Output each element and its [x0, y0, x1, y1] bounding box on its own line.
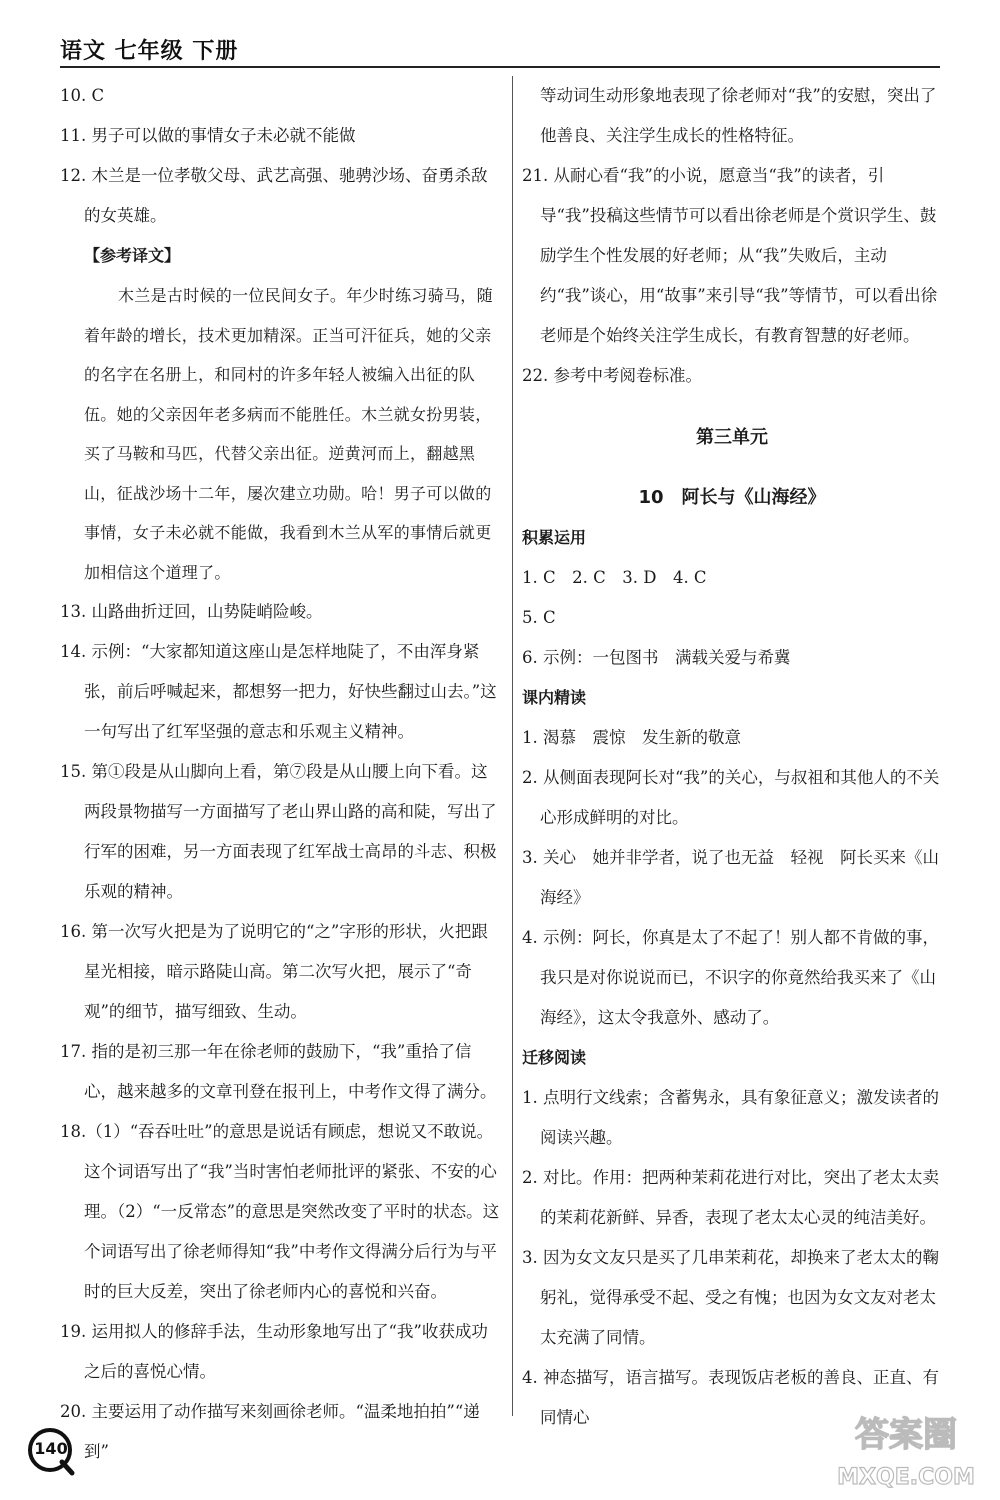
section-heading-transfer-reading: 迁移阅读 — [522, 1048, 587, 1067]
unit-title: 第三单元 — [696, 427, 768, 448]
header-rule — [60, 66, 940, 68]
answer-item: 5. C — [522, 608, 556, 627]
answer-item: 11. 男子可以做的事情女子未必就不能做 — [60, 126, 356, 145]
answer-item: 21. 从耐心看“我”的小说，愿意当“我”的读者，引导“我”投稿这些情节可以看出徐老师是个赏识学生、鼓励学生个性发展的好老师；从“我”失败后，主动约“我”谈心，用“故事”来引导“我”等情节，可以看出徐老师是个始终关注学生成长，有教育智慧的好老师。 — [522, 166, 938, 345]
book-title: 语文 七年级 下册 — [60, 39, 239, 64]
watermark-logo-icon — [818, 1406, 994, 1496]
answer-item: 16. 第一次写火把是为了说明它的“之”字形的形状，火把跟星光相接，暗示路陡山高。第二次写火把，展示了“奇观”的细节，描写细致、生动。 — [60, 922, 488, 1021]
answer-item: 15. 第①段是从山脚向上看，第⑦段是从山腰上向下看。这两段景物描写一方面描写了老山界山路的高和陡，写出了行军的困难，另一方面表现了红军战士高昂的斗志、积极乐观的精神。 — [60, 762, 497, 901]
answer-item: 12. 木兰是一位孝敬父母、武艺高强、驰骋沙场、奋勇杀敌的女英雄。 — [60, 166, 488, 225]
answer-item: 1. C 2. C 3. D 4. C — [522, 568, 707, 587]
answer-item: 1. 渴慕 震惊 发生新的敬意 — [522, 728, 741, 747]
answer-item: 20. 主要运用了动作描写来刻画徐老师。“温柔地拍拍”“递到” — [60, 1402, 480, 1461]
reference-translation-heading: 【参考译文】 — [84, 246, 181, 265]
column-divider — [512, 76, 513, 1416]
answer-item: 4. 示例：阿长，你真是太了不起了！别人都不肯做的事，我只是对你说说而已，不识字的你竟然给我买来了《山海经》，这太令我意外、感动了。 — [522, 928, 939, 1027]
answer-item: 18.（1）“吞吞吐吐”的意思是说话有顾虑，想说又不敢说。这个词语写出了“我”当时害怕老师批评的紧张、不安的心理。（2）“一反常态”的意思是突然改变了平时的状态。这个词语写出了徐老师得知“我”中考作文得满分后行为与平时的巨大反差，突出了徐老师内心的喜悦和兴奋。 — [60, 1122, 500, 1301]
reference-translation-text: 木兰是古时候的一位民间女子。年少时练习骑马，随着年龄的增长，技术更加精深。正当可汗征兵，她的父亲的名字在名册上，和同村的许多年轻人被编入出征的队伍。她的父亲因年老多病而不能胜任。木兰就女扮男装，买了马鞍和马匹，代替父亲出征。逆黄河而上，翻越黑山，征战沙场十二年，屡次建立功勋。哈！男子可以做的事情，女子未必就不能做，我看到木兰从军的事情后就更加相信这个道理了。 — [84, 286, 493, 582]
answer-item: 10. C — [60, 86, 105, 105]
page-number: 140 — [34, 1439, 68, 1458]
page-header — [60, 30, 940, 70]
answer-item: 2. 对比。作用：把两种茉莉花进行对比，突出了老太太卖的茉莉花新鲜、异香，表现了老太太心灵的纯洁美好。 — [522, 1168, 939, 1227]
lesson-title: 10 阿长与《山海经》 — [638, 487, 826, 508]
answer-item: 19. 运用拟人的修辞手法，生动形象地写出了“我”收获成功之后的喜悦心情。 — [60, 1322, 488, 1381]
answer-item: 1. 点明行文线索；含蓄隽永，具有象征意义；激发读者的阅读兴趣。 — [522, 1088, 939, 1147]
right-column — [522, 76, 942, 1438]
answer-item-continued: 等动词生动形象地表现了徐老师对“我”的安慰，突出了他善良、关注学生成长的性格特征。 — [540, 86, 937, 145]
answer-item: 6. 示例：一包图书 满载关爱与希冀 — [522, 648, 791, 667]
watermark-bottom-text: MXQE.COM — [837, 1465, 975, 1490]
answer-item: 13. 山路曲折迂回，山势陡峭险峻。 — [60, 602, 323, 621]
answer-item: 3. 关心 她并非学者，说了也无益 轻视 阿长买来《山海经》 — [522, 848, 939, 907]
answer-item: 2. 从侧面表现阿长对“我”的关心，与叔祖和其他人的不关心形成鲜明的对比。 — [522, 768, 940, 827]
section-heading-accumulation: 积累运用 — [522, 528, 587, 547]
answer-item: 14. 示例：“大家都知道这座山是怎样地陡了，不由浑身紧张，前后呼喊起来，都想努一把力，好快些翻过山去。”这一句写出了红军坚强的意志和乐观主义精神。 — [60, 642, 497, 741]
watermark-top-text: 答案圈 — [855, 1415, 957, 1455]
section-heading-close-reading: 课内精读 — [522, 688, 587, 707]
left-column — [60, 76, 500, 1472]
answer-item: 22. 参考中考阅卷标准。 — [522, 366, 702, 385]
answer-item: 4. 神态描写，语言描写。表现饭店老板的善良、正直、有同情心 — [522, 1368, 939, 1427]
answer-item: 3. 因为女文友只是买了几串茉莉花，却换来了老太太的鞠躬礼，觉得承受不起、受之有愧；也因为女文友对老太太充满了同情。 — [522, 1248, 939, 1347]
answer-item: 17. 指的是初三那一年在徐老师的鼓励下，“我”重拾了信心，越来越多的文章刊登在报刊上，中考作文得了满分。 — [60, 1042, 497, 1101]
